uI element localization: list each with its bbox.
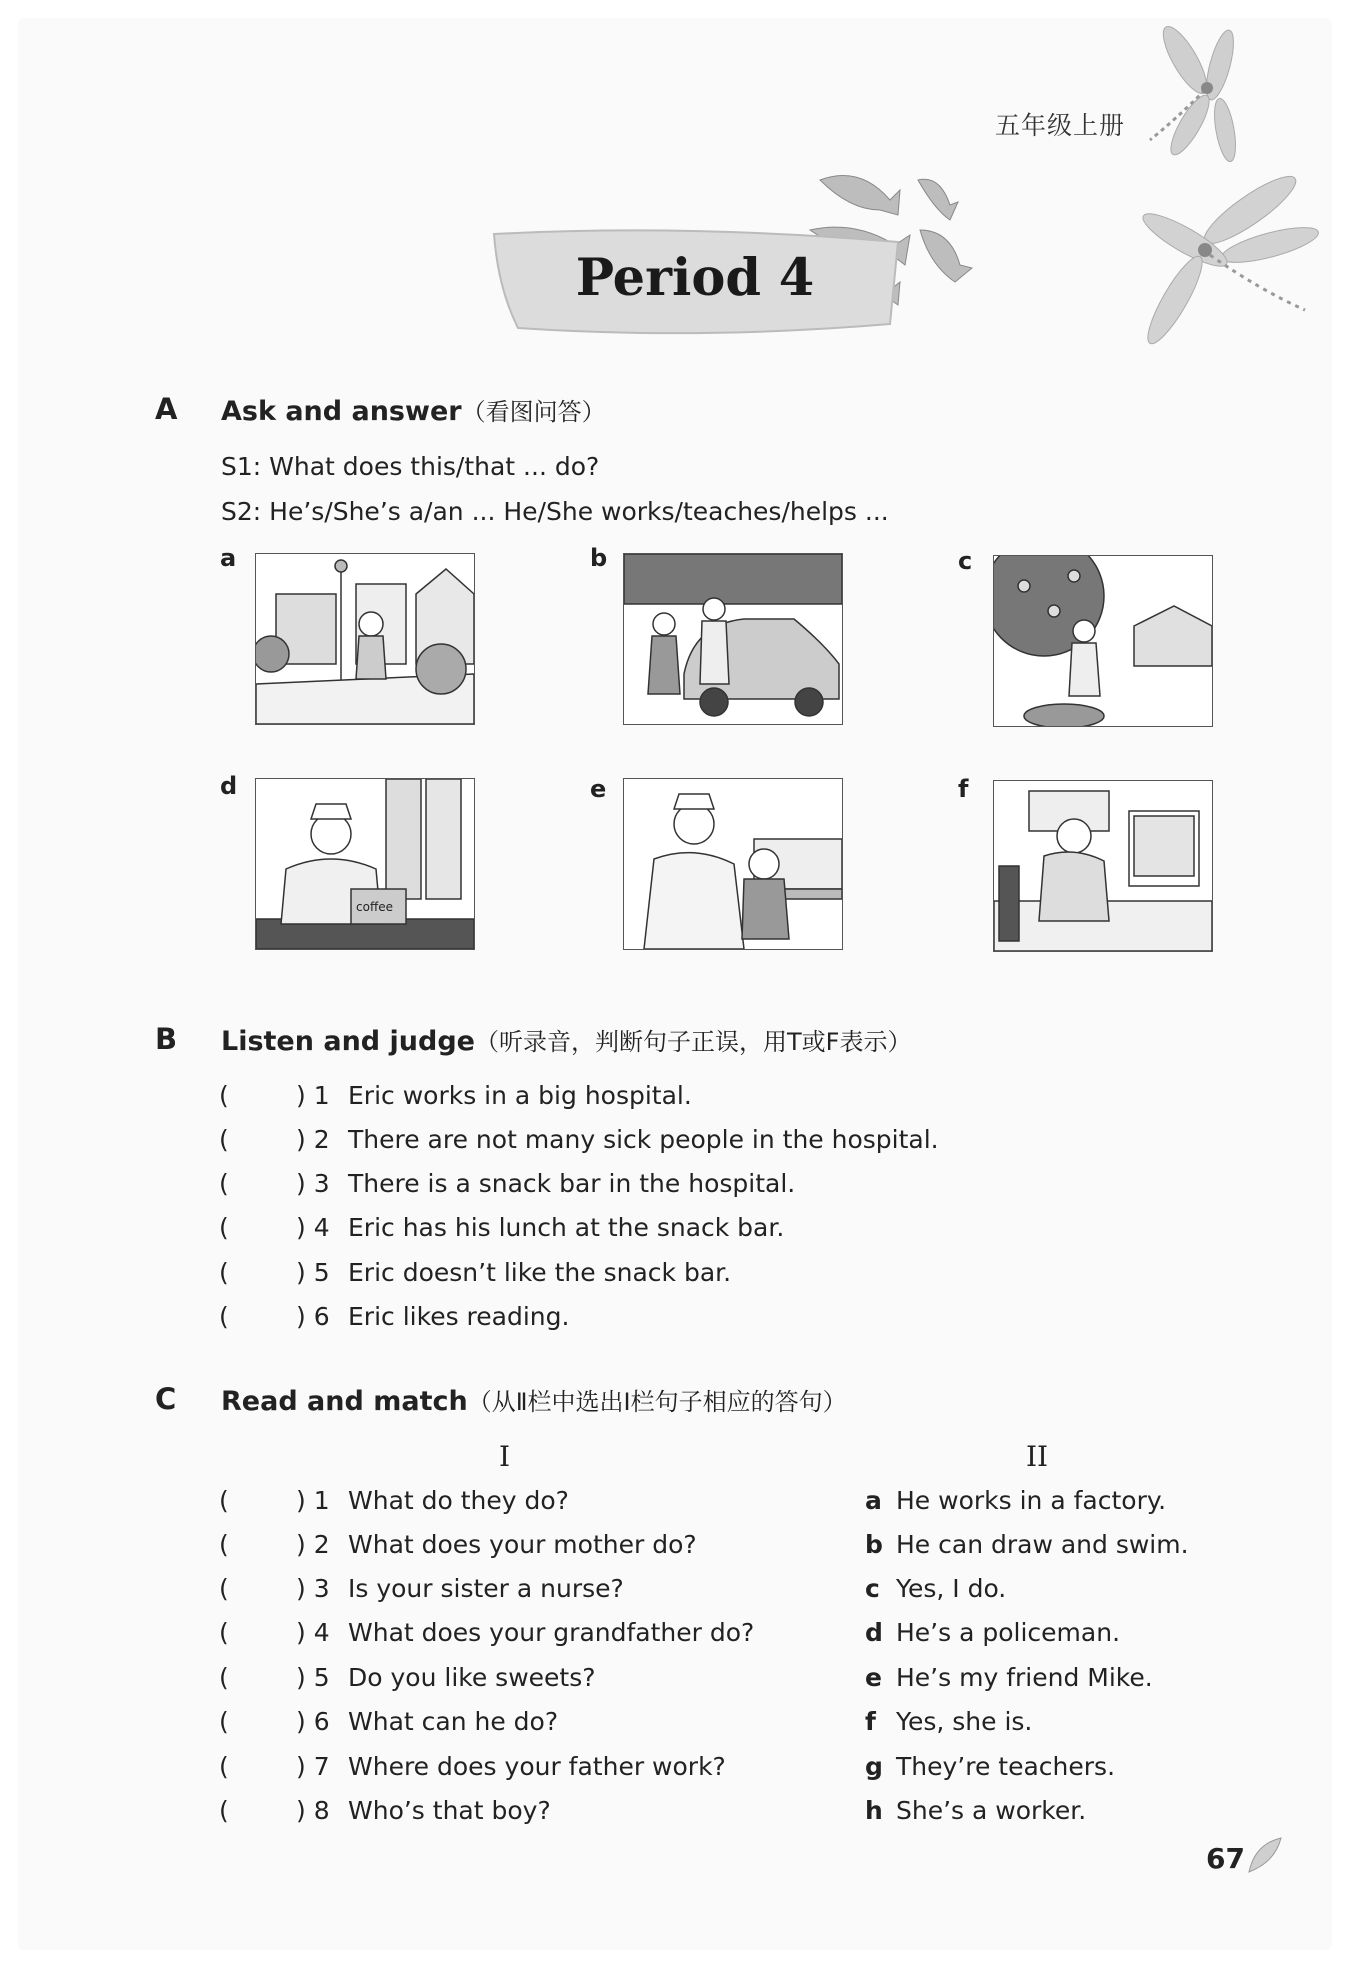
item-text: There is a snack bar in the hospital. — [348, 1169, 796, 1198]
coffee-box-label: coffee — [356, 900, 393, 914]
picture-label-c: c — [958, 547, 973, 575]
answer-blank[interactable]: ( — [219, 1752, 229, 1781]
item-number: ) 4 — [296, 1213, 330, 1242]
picture-f-office — [993, 780, 1213, 952]
picture-label-f: f — [958, 775, 969, 803]
answer-text: She’s a worker. — [896, 1796, 1087, 1825]
answer-blank[interactable]: ( — [219, 1081, 229, 1110]
item-text: What does your mother do? — [348, 1530, 697, 1559]
item-number: ) 5 — [296, 1663, 330, 1692]
item-text: Where does your father work? — [348, 1752, 726, 1781]
item-text: Eric likes reading. — [348, 1302, 570, 1331]
answer-text: He’s a policeman. — [896, 1618, 1121, 1647]
answer-key: h — [865, 1796, 883, 1825]
picture-e-nurse — [623, 778, 843, 950]
page-number: 67 — [1206, 1842, 1245, 1875]
item-number: ) 3 — [296, 1169, 330, 1198]
item-number: ) 6 — [296, 1707, 330, 1736]
prompt-s2: S2: He’s/She’s a/an ... He/She works/teaches/helps ... — [221, 497, 889, 526]
section-b-title — [221, 1022, 911, 1057]
match-answer-d — [865, 1618, 1120, 1647]
answer-text: He’s my friend Mike. — [896, 1663, 1153, 1692]
section-a-letter: A — [155, 392, 178, 426]
item-number: ) 7 — [296, 1752, 330, 1781]
item-text: What can he do? — [348, 1707, 559, 1736]
picture-label-e: e — [590, 775, 607, 803]
answer-blank[interactable]: ( — [219, 1213, 229, 1242]
match-answer-b — [865, 1530, 1189, 1559]
item-number: ) 8 — [296, 1796, 330, 1825]
answer-blank[interactable]: ( — [219, 1258, 229, 1287]
column-2-heading: II — [1026, 1440, 1049, 1473]
section-a-title-zh: （看图问答） — [461, 398, 606, 426]
section-b-title-zh: （听录音，判断句子正误，用T或F表示） — [474, 1028, 912, 1056]
item-number: ) 6 — [296, 1302, 330, 1331]
item-text: Is your sister a nurse? — [348, 1574, 624, 1603]
section-a-title-en: Ask and answer — [221, 396, 462, 427]
answer-key: e — [865, 1663, 882, 1692]
item-text: Who’s that boy? — [348, 1796, 551, 1825]
dragonfly-top-icon — [1135, 20, 1255, 170]
answer-key: d — [865, 1618, 883, 1647]
column-1-heading: I — [499, 1440, 511, 1473]
answer-text: He works in a factory. — [896, 1486, 1167, 1515]
section-a-title — [221, 392, 606, 427]
match-answer-e — [865, 1663, 1153, 1692]
match-answer-h — [865, 1796, 1086, 1825]
dragonfly-side-icon — [1130, 160, 1330, 370]
item-number: ) 1 — [296, 1081, 330, 1110]
item-number: ) 4 — [296, 1618, 330, 1647]
match-answer-a — [865, 1486, 1166, 1515]
item-number: ) 1 — [296, 1486, 330, 1515]
answer-text: Yes, she is. — [896, 1707, 1033, 1736]
answer-key: a — [865, 1486, 882, 1515]
picture-a-postman — [255, 553, 475, 725]
answer-blank[interactable]: ( — [219, 1486, 229, 1515]
item-text: Do you like sweets? — [348, 1663, 596, 1692]
answer-text: They’re teachers. — [896, 1752, 1116, 1781]
answer-key: b — [865, 1530, 883, 1559]
grade-label: 五年级上册 — [995, 111, 1126, 140]
picture-label-a: a — [220, 544, 237, 572]
picture-label-d: d — [220, 772, 238, 800]
answer-blank[interactable]: ( — [219, 1796, 229, 1825]
item-text: Eric has his lunch at the snack bar. — [348, 1213, 785, 1242]
item-number: ) 2 — [296, 1125, 330, 1154]
answer-blank[interactable]: ( — [219, 1574, 229, 1603]
answer-blank[interactable]: ( — [219, 1530, 229, 1559]
answer-blank[interactable]: ( — [219, 1125, 229, 1154]
answer-text: He can draw and swim. — [896, 1530, 1189, 1559]
answer-blank[interactable]: ( — [219, 1707, 229, 1736]
page-title: Period 4 — [575, 248, 815, 308]
answer-blank[interactable]: ( — [219, 1663, 229, 1692]
item-number: ) 2 — [296, 1530, 330, 1559]
item-number: ) 5 — [296, 1258, 330, 1287]
section-c-letter: C — [155, 1382, 177, 1416]
match-answer-c — [865, 1574, 1006, 1603]
prompt-s1: S1: What does this/that ... do? — [221, 452, 600, 481]
item-text: What does your grandfather do? — [348, 1618, 755, 1647]
match-answer-f — [865, 1707, 1032, 1736]
answer-blank[interactable]: ( — [219, 1618, 229, 1647]
answer-key: c — [865, 1574, 880, 1603]
picture-b-taxi — [623, 553, 843, 725]
item-text: There are not many sick people in the hospital. — [348, 1125, 939, 1154]
answer-key: f — [865, 1707, 876, 1736]
section-b-title-en: Listen and judge — [221, 1026, 475, 1057]
picture-c-farmer — [993, 555, 1213, 727]
answer-blank[interactable]: ( — [219, 1302, 229, 1331]
item-text: Eric doesn’t like the snack bar. — [348, 1258, 732, 1287]
answer-blank[interactable]: ( — [219, 1169, 229, 1198]
section-c-title-zh: （从Ⅱ栏中选出Ⅰ栏句子相应的答句） — [467, 1388, 847, 1416]
item-text: Eric works in a big hospital. — [348, 1081, 692, 1110]
section-c-title — [221, 1382, 847, 1417]
picture-d-factory — [255, 778, 475, 950]
match-answer-g — [865, 1752, 1115, 1781]
item-number: ) 3 — [296, 1574, 330, 1603]
answer-key: g — [865, 1752, 883, 1781]
section-c-title-en: Read and match — [221, 1386, 468, 1417]
item-text: What do they do? — [348, 1486, 569, 1515]
section-b-letter: B — [155, 1022, 178, 1056]
answer-text: Yes, I do. — [896, 1574, 1007, 1603]
picture-label-b: b — [590, 544, 608, 572]
leaf-icon — [1245, 1836, 1285, 1876]
